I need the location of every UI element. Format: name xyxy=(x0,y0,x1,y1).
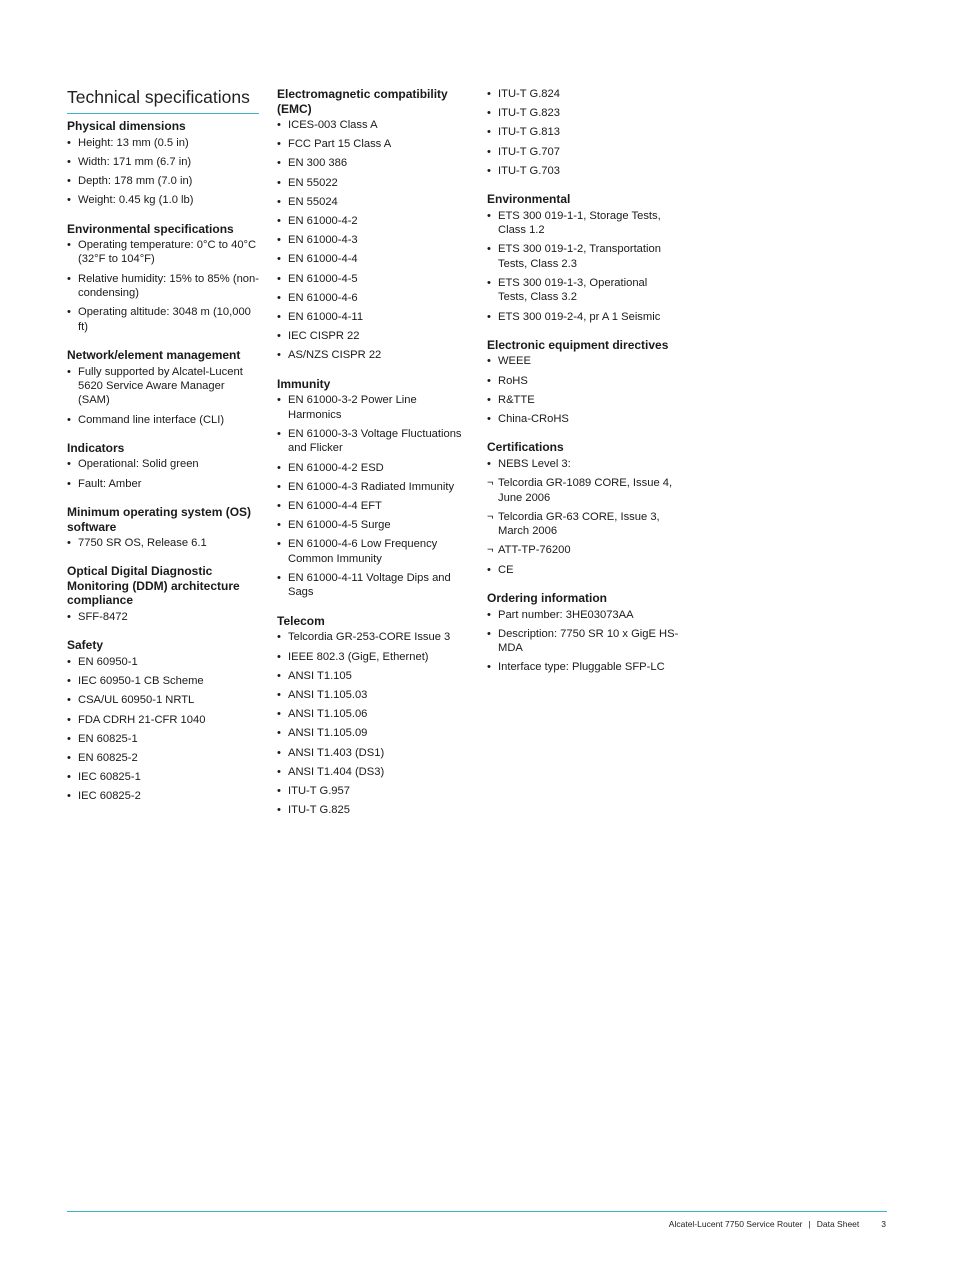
spec-list xyxy=(277,630,469,817)
section-heading: Telecom xyxy=(277,613,325,628)
spec-item: • EN 61000-4-2 xyxy=(277,214,469,228)
spec-item: • EN 61000-4-4 xyxy=(277,252,469,266)
spec-item: • ITU-T G.813 xyxy=(487,125,679,139)
spec-list xyxy=(67,136,259,208)
spec-item: • CE xyxy=(487,563,679,577)
spec-item: • EN 61000-4-3 Radiated Immunity xyxy=(277,480,469,494)
spec-item: • EN 60825-1 xyxy=(67,732,259,746)
section-heading: Immunity xyxy=(277,376,331,391)
spec-section xyxy=(487,338,679,427)
spec-item: • Description: 7750 SR 10 x GigE HS-MDA xyxy=(487,627,679,656)
spec-list xyxy=(277,118,469,363)
spec-section xyxy=(67,119,259,208)
spec-item: • RoHS xyxy=(487,374,679,388)
spec-item: • IEC 60950-1 CB Scheme xyxy=(67,674,259,688)
spec-item: • SFF-8472 xyxy=(67,610,259,624)
spec-section xyxy=(487,440,679,577)
section-heading: Certifications xyxy=(487,440,564,455)
spec-item: • ETS 300 019-1-3, Operational Tests, Class 3.2 xyxy=(487,276,679,305)
spec-item: • EN 61000-4-6 xyxy=(277,291,469,305)
spec-item: • EN 61000-4-6 Low Frequency Common Immunity xyxy=(277,537,469,566)
spec-item: • IEC 60825-1 xyxy=(67,770,259,784)
column-2 xyxy=(277,87,469,832)
spec-sub-item: ¬ ATT-TP-76200 xyxy=(487,543,679,557)
column-1 xyxy=(67,87,259,818)
spec-section xyxy=(67,222,259,335)
spec-item: • EN 61000-4-4 EFT xyxy=(277,499,469,513)
spec-item: • Height: 13 mm (0.5 in) xyxy=(67,136,259,150)
spec-list xyxy=(67,655,259,804)
spec-item: • ITU-T G.957 xyxy=(277,784,469,798)
spec-item: • EN 300 386 xyxy=(277,156,469,170)
footer-separator: | xyxy=(808,1219,811,1229)
spec-item: • Operating altitude: 3048 m (10,000 ft) xyxy=(67,305,259,334)
spec-item: • EN 61000-3-3 Voltage Fluctuations and Flicker xyxy=(277,427,469,456)
spec-item: • ITU-T G.823 xyxy=(487,106,679,120)
spec-item: • ITU-T G.824 xyxy=(487,87,679,101)
section-heading: Indicators xyxy=(67,440,125,455)
section-heading: Environmental xyxy=(487,192,571,207)
spec-item: • CSA/UL 60950-1 NRTL xyxy=(67,693,259,707)
spec-item: • ANSI T1.404 (DS3) xyxy=(277,765,469,779)
spec-item: • ITU-T G.825 xyxy=(277,803,469,817)
section-heading: Electronic equipment directives xyxy=(487,337,669,352)
spec-item: • AS/NZS CISPR 22 xyxy=(277,348,469,362)
spec-list xyxy=(487,87,679,178)
footer-doc-type: Data Sheet xyxy=(816,1219,860,1229)
spec-item: • Telcordia GR-253-CORE Issue 3 xyxy=(277,630,469,644)
spec-item: • ICES-003 Class A xyxy=(277,118,469,132)
spec-item: • ANSI T1.105.09 xyxy=(277,726,469,740)
spec-section xyxy=(67,505,259,550)
section-heading: Physical dimensions xyxy=(67,119,186,133)
column-3 xyxy=(487,87,679,689)
spec-item: • ANSI T1.105 xyxy=(277,669,469,683)
spec-item: • ETS 300 019-1-1, Storage Tests, Class 1.2 xyxy=(487,209,679,238)
spec-item: • EN 55024 xyxy=(277,195,469,209)
spec-item: • Width: 171 mm (6.7 in) xyxy=(67,155,259,169)
spec-section xyxy=(487,87,679,178)
footer-product: Alcatel-Lucent 7750 Service Router xyxy=(668,1219,803,1229)
spec-item: • EN 60825-2 xyxy=(67,751,259,765)
spec-section xyxy=(487,591,679,675)
spec-item: • Interface type: Pluggable SFP-LC xyxy=(487,660,679,674)
spec-sub-item: ¬ Telcordia GR-1089 CORE, Issue 4, June 2006 xyxy=(487,476,679,505)
spec-item: • FDA CDRH 21-CFR 1040 xyxy=(67,713,259,727)
spec-section xyxy=(67,441,259,491)
spec-sub-item: ¬ Telcordia GR-63 CORE, Issue 3, March 2006 xyxy=(487,510,679,539)
section-heading: Network/element management xyxy=(67,348,241,363)
spec-item: • ITU-T G.703 xyxy=(487,164,679,178)
page-number: 3 xyxy=(881,1219,886,1229)
spec-list xyxy=(67,457,259,491)
section-heading: Optical Digital Diagnostic Monitoring (DDM) architecture compliance xyxy=(67,564,240,608)
spec-item: • 7750 SR OS, Release 6.1 xyxy=(67,536,259,550)
spec-list xyxy=(487,354,679,426)
spec-section xyxy=(277,614,469,818)
spec-list xyxy=(67,365,259,427)
spec-item: • IEC CISPR 22 xyxy=(277,329,469,343)
spec-list xyxy=(487,209,679,324)
spec-item: • EN 61000-4-2 ESD xyxy=(277,461,469,475)
spec-item: • ETS 300 019-1-2, Transportation Tests, Class 2.3 xyxy=(487,242,679,271)
page-footer xyxy=(669,1219,886,1229)
spec-item: • Depth: 178 mm (7.0 in) xyxy=(67,174,259,188)
spec-item: • China-CRoHS xyxy=(487,412,679,426)
spec-item: • ETS 300 019-2-4, pr A 1 Seismic xyxy=(487,310,679,324)
spec-list xyxy=(277,393,469,599)
spec-item: • Relative humidity: 15% to 85% (non-condensing) xyxy=(67,272,259,301)
spec-section xyxy=(277,87,469,363)
spec-item: • EN 61000-4-11 Voltage Dips and Sags xyxy=(277,571,469,600)
spec-list xyxy=(487,457,679,577)
spec-item: • EN 61000-4-11 xyxy=(277,310,469,324)
spec-item: • EN 61000-4-5 xyxy=(277,272,469,286)
spec-item: • ANSI T1.403 (DS1) xyxy=(277,746,469,760)
spec-section xyxy=(487,192,679,324)
page-title: Technical specifications xyxy=(67,87,259,114)
spec-item: • EN 61000-4-5 Surge xyxy=(277,518,469,532)
footer-divider xyxy=(67,1211,887,1212)
spec-item: • Fault: Amber xyxy=(67,477,259,491)
spec-item: • IEEE 802.3 (GigE, Ethernet) xyxy=(277,650,469,664)
spec-item: • EN 61000-4-3 xyxy=(277,233,469,247)
spec-item: • EN 61000-3-2 Power Line Harmonics xyxy=(277,393,469,422)
spec-list xyxy=(67,610,259,624)
spec-item: • EN 60950-1 xyxy=(67,655,259,669)
spec-item: • ANSI T1.105.06 xyxy=(277,707,469,721)
spec-item: • WEEE xyxy=(487,354,679,368)
spec-section xyxy=(67,348,259,427)
section-heading: Ordering information xyxy=(487,591,607,605)
spec-item: • IEC 60825-2 xyxy=(67,789,259,803)
spec-list xyxy=(67,536,259,550)
spec-item: • Part number: 3HE03073AA xyxy=(487,608,679,622)
spec-item: • Operational: Solid green xyxy=(67,457,259,471)
section-heading: Electromagnetic compatibility (EMC) xyxy=(277,87,448,116)
spec-list xyxy=(487,608,679,675)
section-heading: Minimum operating system (OS) software xyxy=(67,505,252,534)
section-heading: Environmental specifications xyxy=(67,221,234,236)
spec-section xyxy=(277,377,469,600)
spec-item: • NEBS Level 3: xyxy=(487,457,679,471)
spec-section xyxy=(67,638,259,803)
spec-item: • ANSI T1.105.03 xyxy=(277,688,469,702)
spec-section xyxy=(67,564,259,624)
spec-item: • R&TTE xyxy=(487,393,679,407)
spec-item: • EN 55022 xyxy=(277,176,469,190)
spec-item: • ITU-T G.707 xyxy=(487,145,679,159)
spec-item: • Weight: 0.45 kg (1.0 lb) xyxy=(67,193,259,207)
spec-list xyxy=(67,238,259,334)
section-heading: Safety xyxy=(67,638,104,653)
spec-item: • Operating temperature: 0°C to 40°C (32°F to 104°F) xyxy=(67,238,259,267)
spec-item: • Command line interface (CLI) xyxy=(67,413,259,427)
spec-item: • FCC Part 15 Class A xyxy=(277,137,469,151)
spec-item: • Fully supported by Alcatel-Lucent 5620 Service Aware Manager (SAM) xyxy=(67,365,259,408)
